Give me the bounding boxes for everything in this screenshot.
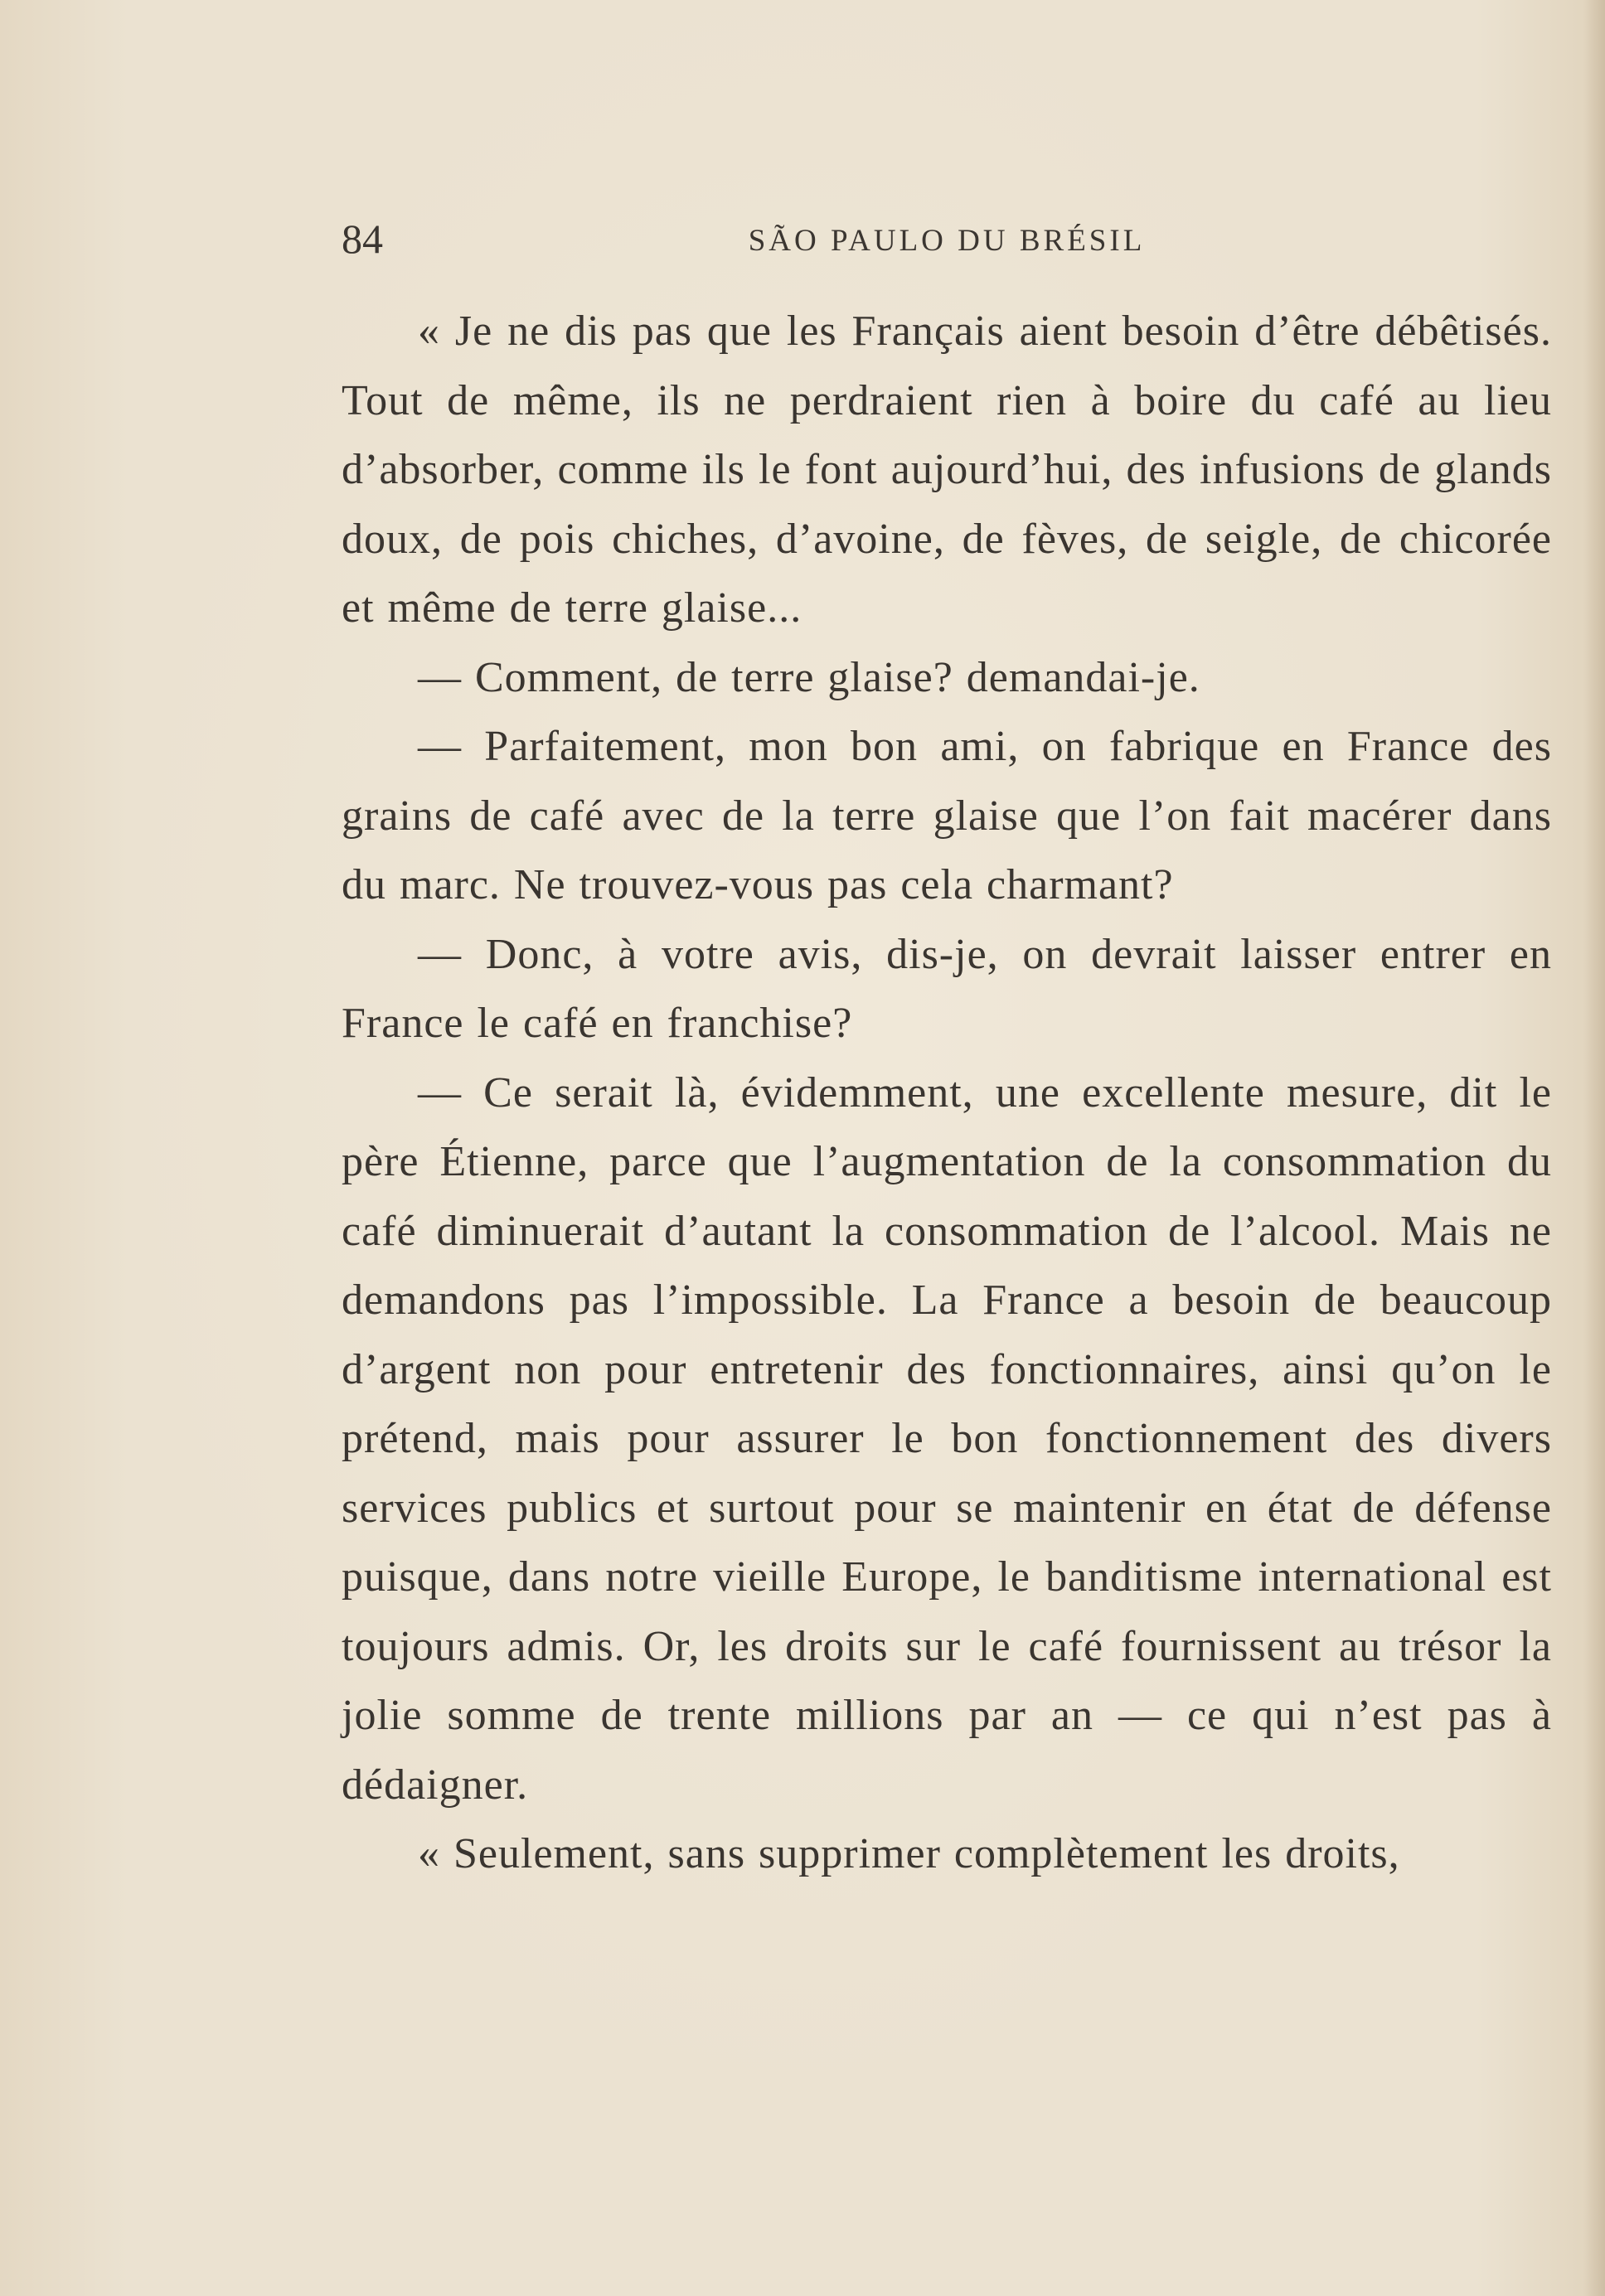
body-text <box>342 297 1552 1889</box>
paragraph: — Parfaitement, mon bon ami, on fabrique en France des grains de café avec de la terre glaise que l’on fait macérer dans du marc. Ne trouvez-vous pas cela charmant? <box>342 723 1552 908</box>
paragraph: « Seulement, sans supprimer complètement les droits, <box>418 1830 1400 1877</box>
page-edge-shadow <box>1583 0 1605 2296</box>
page-header <box>342 214 1552 272</box>
paragraph: — Ce serait là, évidemment, une excellente mesure, dit le père Étienne, parce que l’augmentation de la consommation du café diminuerait d’autant la consommation de l’alcool. Mais ne demandons pas l’impossible. La France a besoin de beaucoup d’argent non pour entretenir des fonctionnaires, ainsi qu’on le prétend, mais pour assurer le bon fonctionnement des divers services publics et surtout pour se maintenir en état de défense puisque, dans notre vieille Europe, le banditisme international est toujours admis. Or, les droits sur le café fournissent au trésor la jolie somme de trente millions par an — ce qui n’est pas à dédaigner. <box>342 1068 1552 1809</box>
paragraph: — Donc, à votre avis, dis-je, on devrait laisser entrer en France le café en franchise? <box>342 930 1552 1047</box>
paragraph: — Comment, de terre glaise? demandai-je. <box>418 653 1200 701</box>
running-title: SÃO PAULO DU BRÉSIL <box>748 224 1146 258</box>
page-number: 84 <box>342 216 383 262</box>
paragraph: « Je ne dis pas que les Français aient besoin d’être débêtisés. Tout de même, ils ne perdraient rien à boire du café au lieu d’absorber, comme ils le font aujourd’hui, des infusions de glands doux, de pois chiches, d’avoine, de fèves, de seigle, de chicorée et même de terre glaise... <box>342 308 1552 632</box>
